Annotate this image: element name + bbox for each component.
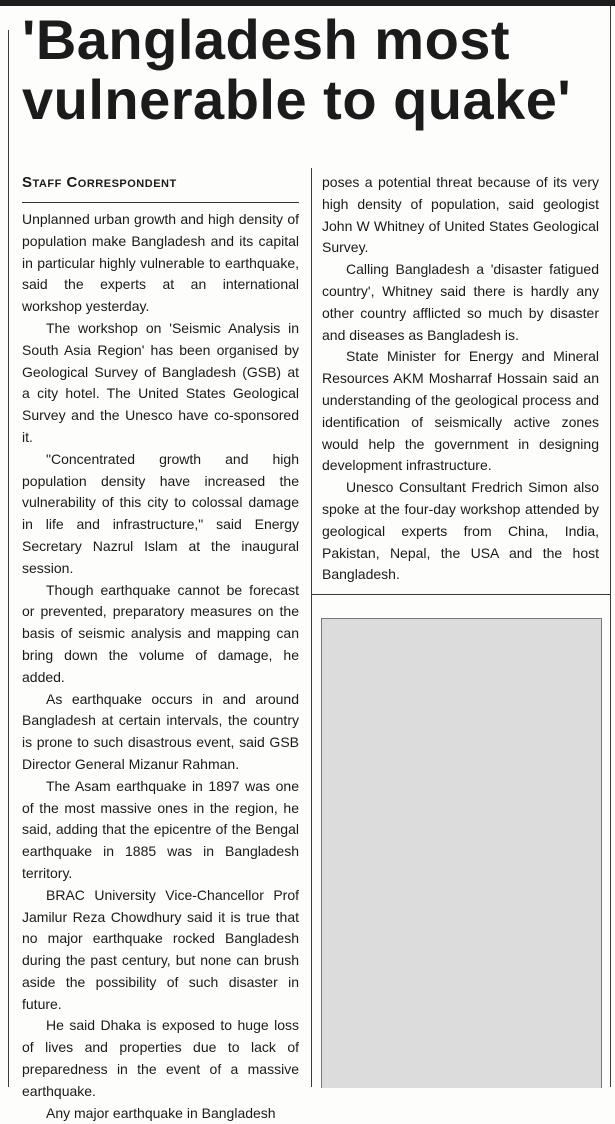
paragraph: He said Dhaka is exposed to huge loss of lives and properties due to lack of preparedness in the event of a massive earthquake. — [22, 1017, 299, 1099]
article-column-left — [22, 172, 299, 1124]
headline-line-1: 'Bangladesh most — [22, 8, 511, 71]
headline — [22, 10, 607, 130]
paragraph: Though earthquake cannot be forecast or prevented, preparatory measures on the basis of seismic analysis and mapping can bring down the volume of damage, he added. — [22, 581, 299, 685]
advert-placeholder — [321, 618, 602, 1088]
left-column-rule — [8, 30, 9, 1087]
headline-line-2: vulnerable to quake' — [22, 68, 572, 131]
paragraph: State Minister for Energy and Mineral Resources AKM Mosharraf Hossain said an understanding of the geological process and identification of seismically active zones would help the government in designing development infrastructure. — [322, 348, 599, 474]
paragraph: Unesco Consultant Fredrich Simon also spoke at the four-day workshop attended by geological experts from China, India, Pakistan, Nepal, the USA and the host Bangladesh. — [322, 479, 599, 583]
top-border-bar — [0, 0, 615, 6]
paragraph: The workshop on 'Seismic Analysis in South Asia Region' has been organised by Geological Survey of Bangladesh (GSB) at a city hotel. The United States Geological Survey and the Unesco have co-sponsored it. — [22, 319, 299, 445]
paragraph: Any major earthquake in Bangladesh — [46, 1104, 276, 1121]
right-column-rule — [610, 6, 611, 1087]
article-column-right — [322, 172, 599, 586]
paragraph: Calling Bangladesh a 'disaster fatigued country', Whitney said there is hardly any other country afflicted so much by disaster and diseases as Bangladesh is. — [322, 261, 599, 343]
paragraph: poses a potential threat because of its very high density of population, said geologist John W Whitney of United States Geological Survey. — [322, 174, 599, 256]
paragraph: "Concentrated growth and high population density have increased the vulnerability of this city to colossal damage in life and infrastructure," said Energy Secretary Nazrul Islam at the inaugural session. — [22, 450, 299, 576]
paragraph: The Asam earthquake in 1897 was one of the most massive ones in the region, he said, adding that the epicentre of the Bengal earthquake in 1885 was in Bangladesh territory. — [22, 777, 299, 881]
byline-text: Staff Correspondent — [22, 174, 177, 191]
byline — [22, 172, 299, 203]
paragraph: BRAC University Vice-Chancellor Prof Jamilur Reza Chowdhury said it is true that no major earthquake rocked Bangladesh during the past century, but none can brush aside the possibility of such disaster in future. — [22, 886, 299, 1012]
paragraph: As earthquake occurs in and around Bangladesh at certain intervals, the country is prone to such disastrous event, said GSB Director General Mizanur Rahman. — [22, 690, 299, 772]
paragraph: Unplanned urban growth and high density of population make Bangladesh and its capital in particular highly vulnerable to earthquake, said the experts at an international workshop yesterday. — [22, 211, 299, 315]
